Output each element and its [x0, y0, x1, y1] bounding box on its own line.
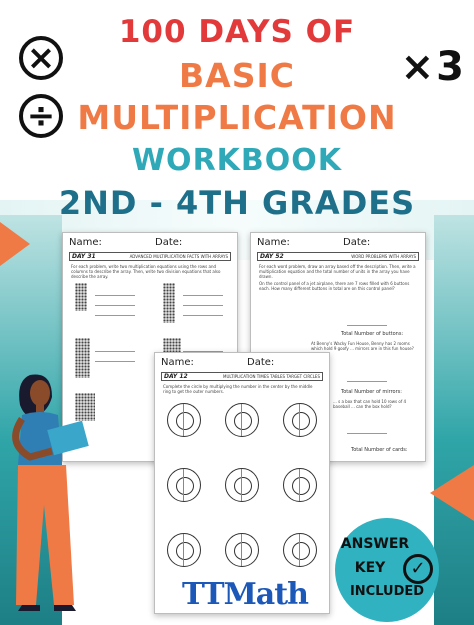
divide-icon: ÷ — [19, 94, 63, 138]
target-circle — [225, 468, 259, 502]
question-2: At Benny's Wacky Fun House, Benny has 2 rooms which hold 9 goofy ... mirrors are in this fun house? — [311, 341, 414, 351]
answer-line — [183, 305, 223, 306]
answer-line — [95, 315, 135, 316]
answer-line — [95, 305, 135, 306]
day-label: DAY 52 — [260, 253, 284, 260]
instructions: For each problem, write two multiplication equations using the rows and columns to describe the array. Then, write two division equations that also describe the array. — [71, 264, 221, 279]
title-line-3: MULTIPLICATION — [77, 98, 397, 137]
times-icon: × — [19, 36, 63, 80]
topic-label: MULTIPLICATION TIMES TABLES TARGET CIRCLES — [223, 374, 320, 379]
title-line-5: 2ND - 4TH GRADES — [58, 184, 416, 222]
ttmath-logo: TTMath — [182, 577, 308, 612]
worksheet-header — [161, 357, 323, 371]
target-circle — [225, 533, 259, 567]
day-label: DAY 31 — [72, 253, 96, 260]
target-circle — [283, 468, 317, 502]
total-label: Total Number of mirrors: — [341, 389, 402, 395]
checkmark-icon: ✓ — [403, 554, 433, 584]
answer-line — [95, 351, 135, 352]
worksheet-title-bar — [257, 252, 419, 261]
answer-line — [95, 295, 135, 296]
worksheet-title-bar — [69, 252, 231, 261]
answer-line — [183, 295, 223, 296]
target-circle — [167, 533, 201, 567]
question-3: ... s a box that can hold 10 rows of 4 baseball ... can the box hold? — [333, 399, 407, 409]
total-label: Total Number of buttons: — [341, 331, 404, 337]
answer-line — [347, 433, 387, 434]
topic-label: WORD PROBLEMS WITH ARRAYS — [351, 254, 416, 259]
instructions: Complete the circle by multiplying the number in the center by the middle ring to get the outer numbers. — [163, 384, 313, 394]
answer-line — [347, 325, 387, 326]
worksheet-header — [257, 237, 419, 251]
name-label: Name: — [161, 357, 194, 368]
target-circle — [167, 468, 201, 502]
total-label: Total Number of cards: — [351, 447, 408, 453]
badge-line-2: KEY — [354, 560, 386, 576]
times-three-icon: ×3 — [400, 44, 466, 90]
day-label: DAY 12 — [164, 373, 188, 380]
left-orange-triangle — [0, 222, 30, 266]
target-circle — [283, 403, 317, 437]
array-dots — [75, 283, 87, 311]
badge-line-3: INCLUDED — [349, 584, 425, 599]
date-label: Date: — [343, 237, 371, 248]
title-line-2: BASIC — [179, 56, 295, 95]
title-line-1: 100 DAYS OF — [118, 14, 356, 50]
badge-line-1: ANSWER — [340, 536, 410, 552]
answer-line — [183, 315, 223, 316]
worksheet-header — [69, 237, 231, 251]
title-line-4: WORKBOOK — [131, 143, 343, 178]
name-label: Name: — [257, 237, 290, 248]
teacher-illustration — [0, 355, 110, 625]
right-teal-panel — [434, 215, 474, 625]
answer-line — [347, 381, 387, 382]
date-label: Date: — [155, 237, 183, 248]
question-1: On the control panel of a jet airplane, there are 7 rows filled with 6 buttons each. How many different buttons in total are on this control panel? — [259, 281, 410, 291]
right-orange-triangle — [430, 465, 474, 521]
array-dots — [163, 283, 175, 323]
worksheet-title-bar — [161, 372, 323, 381]
target-circle — [283, 533, 317, 567]
instructions: For each word problem, draw an array based off the description. Then, write a multiplication equation and the total number of units in the array you have drawn. — [259, 264, 416, 279]
answer-key-badge — [335, 518, 439, 622]
name-label: Name: — [69, 237, 102, 248]
target-circle — [167, 403, 201, 437]
target-circle — [225, 403, 259, 437]
worksheet-day-12 — [154, 352, 330, 614]
date-label: Date: — [247, 357, 275, 368]
topic-label: ADVANCED MULTIPLICATION FACTS WITH ARRAYS — [129, 254, 228, 259]
